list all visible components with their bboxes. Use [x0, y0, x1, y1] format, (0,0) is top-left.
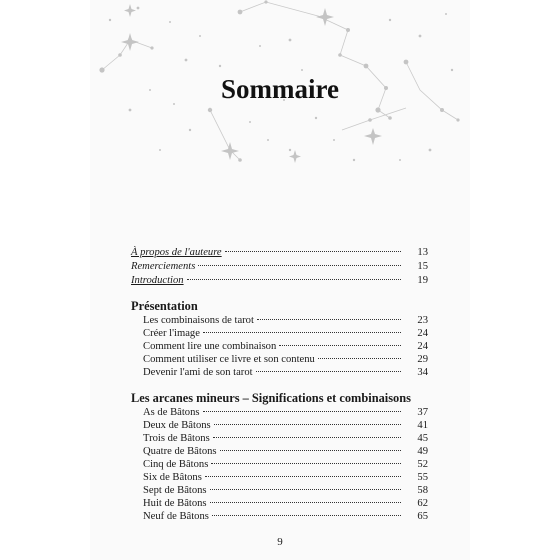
toc-page-number: 62 [417, 498, 428, 509]
section-heading-presentation: Présentation [131, 299, 198, 313]
toc-page-number: 13 [417, 247, 428, 258]
toc-page-number: 41 [417, 420, 428, 431]
dot-leader [318, 358, 401, 359]
toc-page-number: 29 [417, 354, 428, 365]
toc-entry-remerciements[interactable] [131, 261, 428, 275]
toc-entry-label: Devenir l'ami de son tarot [143, 367, 253, 378]
toc-entry-label: Quatre de Bâtons [143, 446, 217, 457]
toc-entry[interactable] [131, 459, 428, 473]
dot-leader [211, 463, 401, 464]
page-title: Sommaire [221, 74, 339, 104]
toc-entry-label: Introduction [131, 275, 184, 286]
dot-leader [198, 265, 401, 266]
dot-leader [203, 332, 401, 333]
dot-leader [205, 476, 401, 477]
toc-entry-label: Remerciements [131, 261, 196, 272]
dot-leader [210, 502, 401, 503]
toc-entry-label: Deux de Bâtons [143, 420, 211, 431]
dot-leader [257, 319, 401, 320]
toc-entry[interactable] [131, 354, 428, 368]
dot-leader [203, 411, 402, 412]
toc-entry[interactable] [131, 407, 428, 421]
section-heading-arcanes-mineurs: Les arcanes mineurs – Significations et combinaisons [131, 391, 411, 405]
toc-page-number: 58 [417, 485, 428, 496]
dot-leader [256, 371, 401, 372]
dot-leader [212, 515, 401, 516]
toc-entry-label: À propos de l'auteure [131, 247, 222, 258]
toc-entry-label: Huit de Bâtons [143, 498, 207, 509]
dot-leader [187, 279, 401, 280]
toc-entry-a-propos[interactable] [131, 247, 428, 261]
dot-leader [214, 424, 401, 425]
toc-entry[interactable] [131, 498, 428, 512]
toc-entry-label: Cinq de Bâtons [143, 459, 209, 470]
toc-entry[interactable] [131, 433, 428, 447]
toc-page-number: 24 [417, 341, 428, 352]
toc-entry-label: Comment utiliser ce livre et son contenu [143, 354, 315, 365]
toc-page-number: 52 [417, 459, 428, 470]
toc-entry-label: Trois de Bâtons [143, 433, 210, 444]
toc-page-number: 55 [417, 472, 428, 483]
toc-entry-label: Sept de Bâtons [143, 485, 207, 496]
toc-entry-label: Comment lire une combinaison [143, 341, 277, 352]
toc-entry-label: As de Bâtons [143, 407, 200, 418]
toc-entry-label: Créer l'image [143, 328, 200, 339]
toc-entry[interactable] [131, 328, 428, 342]
toc-entry-label: Les combinaisons de tarot [143, 315, 254, 326]
toc-entry[interactable] [131, 367, 428, 381]
toc-entry[interactable] [131, 472, 428, 486]
page-number: 9 [277, 536, 283, 548]
toc-page-number: 23 [417, 315, 428, 326]
toc-page-number: 65 [417, 511, 428, 522]
toc-entry-introduction[interactable] [131, 275, 428, 289]
toc-page-number: 37 [417, 407, 428, 418]
toc-entry-label: Six de Bâtons [143, 472, 202, 483]
toc-entry[interactable] [131, 315, 428, 329]
toc-page-number: 34 [417, 367, 428, 378]
toc-entry[interactable] [131, 511, 428, 525]
dot-leader [213, 437, 401, 438]
toc-entry[interactable] [131, 485, 428, 499]
toc-page-number: 24 [417, 328, 428, 339]
toc-entry[interactable] [131, 341, 428, 355]
toc-page-number: 19 [417, 275, 428, 286]
toc-page-number: 15 [417, 261, 428, 272]
dot-leader [225, 251, 401, 252]
toc-entry[interactable] [131, 420, 428, 434]
toc-entry[interactable] [131, 446, 428, 460]
dot-leader [279, 345, 401, 346]
toc-page-number: 45 [417, 433, 428, 444]
dot-leader [220, 450, 401, 451]
toc-page-number: 49 [417, 446, 428, 457]
dot-leader [210, 489, 401, 490]
table-of-contents [131, 247, 428, 537]
toc-entry-label: Neuf de Bâtons [143, 511, 209, 522]
